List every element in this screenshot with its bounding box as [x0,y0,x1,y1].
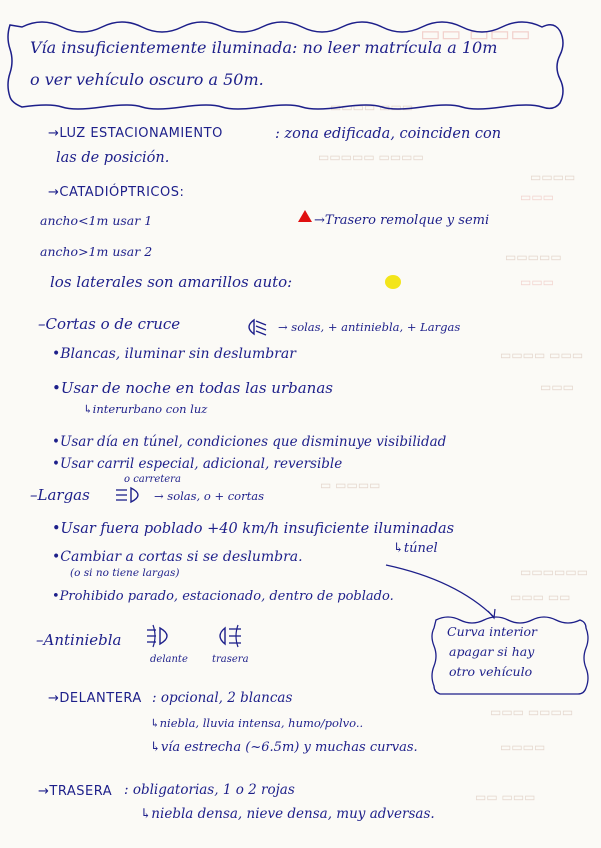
catadioptricos-title: →CATADIÓPTRICOS: [48,185,185,200]
largas-title: –Largas [30,486,90,504]
catadioptricos-trasero: →Trasero remolque y semi [314,213,490,228]
cortas-bullet-2: •Usar de noche en todas las urbanas [52,379,333,397]
largas-combinations: → solas, o + cortas [154,489,264,503]
largas-bullet-2-tunel: ↳túnel [393,541,438,556]
largas-bullet-1: •Usar fuera poblado +40 km/h insuficiente iluminadas [52,521,455,537]
antiniebla-delante-label: delante [150,654,188,665]
largas-bullet-2-sub: (o si no tiene largas) [70,567,180,579]
cortas-bullet-4: •Usar carril especial, adicional, reversible [52,456,343,472]
trasera-sub-1: ↳niebla densa, nieve densa, muy adversas. [140,806,435,822]
luz-estacionamiento-title: →LUZ ESTACIONAMIENTO [48,126,223,141]
cortas-combinations: → solas, + antiniebla, + Largas [278,320,461,334]
curva-note-line-2: apagar si hay [449,644,535,659]
antiniebla-title: –Antiniebla [36,631,122,649]
cortas-title: –Cortas o de cruce [38,315,181,333]
largas-alt-name: o carretera [124,474,181,485]
curva-note-line-3: otro vehículo [449,664,533,679]
catadioptricos-laterales: los laterales son amarillos auto: [50,273,293,291]
curva-note-line-1: Curva interior [447,624,538,639]
trasera-text: : obligatorias, 1 o 2 rojas [124,782,295,798]
top-note-line-1: Vía insuficientemente iluminada: no leer matrícula a 10m [30,38,498,57]
luz-estacionamiento-line-2: las de posición. [56,150,170,166]
catadioptricos-row-1: ancho<1m usar 1 [40,213,153,228]
delantera-sub-1: ↳niebla, lluvia intensa, humo/polvo.. [150,716,364,730]
luz-estacionamiento-text: : zona edificada, coinciden con [275,126,502,142]
cortas-bullet-2-sub: ↳interurbano con luz [83,402,208,416]
cortas-bullet-3: •Usar día en túnel, condiciones que disminuye visibilidad [52,434,447,450]
antiniebla-trasera-label: trasera [212,654,249,665]
front-fog-light-icon [146,625,178,649]
delantera-text: : opcional, 2 blancas [152,690,293,706]
cortas-bullet-1: •Blancas, iluminar sin deslumbrar [52,346,296,362]
delantera-sub-2: ↳vía estrecha (~6.5m) y muchas curvas. [150,740,418,755]
trasera-title: →TRASERA [38,784,113,799]
largas-bullet-3: •Prohibido parado, estacionado, dentro de poblado. [52,589,394,604]
delantera-title: →DELANTERA [48,691,142,706]
catadioptricos-row-2: ancho>1m usar 2 [40,244,153,259]
largas-bullet-2: •Cambiar a cortas si se deslumbra. [52,549,303,565]
top-note-line-2: o ver vehículo oscuro a 50m. [30,70,264,89]
rear-fog-light-icon [214,625,246,649]
